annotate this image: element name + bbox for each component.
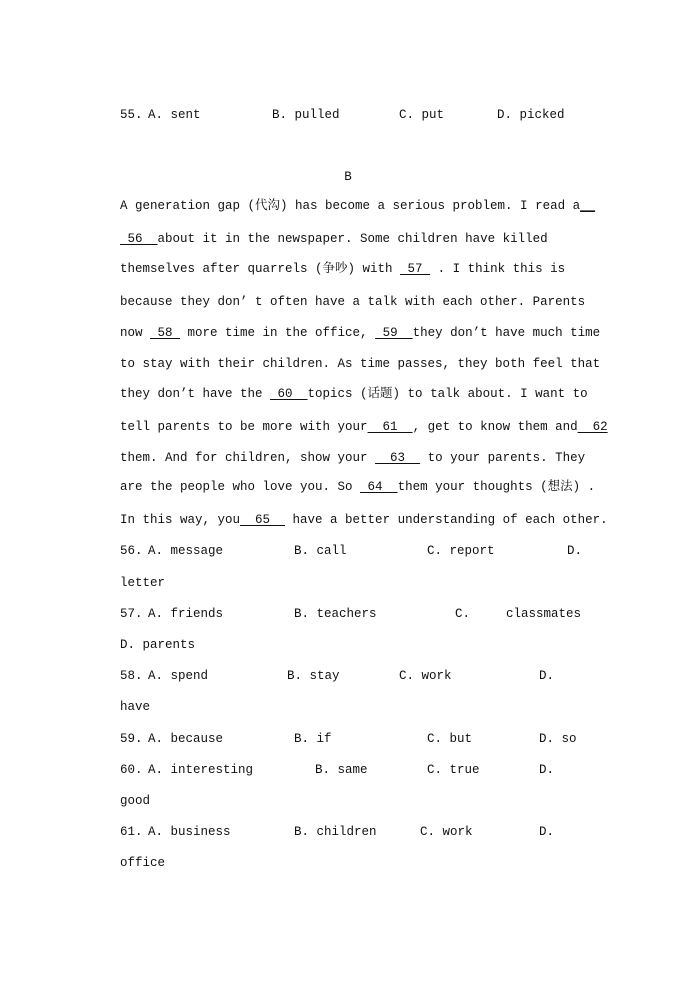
option-d: D. xyxy=(539,763,555,777)
blank-63: 63 xyxy=(375,451,421,465)
option-a: A. sent xyxy=(148,108,201,122)
blank-62: 62 xyxy=(577,420,608,434)
question-number: 60. xyxy=(120,763,143,777)
passage-line: now 58 more time in the office, 59 they don’t have much time xyxy=(120,326,601,340)
blank-58: 58 xyxy=(150,326,181,340)
passage-line: tell parents to be more with your 61 , get to know them and 62 xyxy=(120,420,608,434)
passage-line: In this way, you 65 have a better understanding of each other. xyxy=(120,513,608,527)
section-title: B xyxy=(344,170,352,184)
option-c: C. work xyxy=(399,669,452,683)
question-number: 61. xyxy=(120,825,143,839)
question-number: 59. xyxy=(120,732,143,746)
question-59 xyxy=(120,731,582,747)
passage-line: themselves after quarrels (争吵) with 57 . I think this is xyxy=(120,262,566,276)
blank-65: 65 xyxy=(240,513,286,527)
question-56 xyxy=(120,543,582,559)
option-d: D. picked xyxy=(497,108,565,122)
option-a: A. business xyxy=(148,825,231,839)
passage-line: to stay with their children. As time passes, they both feel that xyxy=(120,357,601,371)
option-a: A. spend xyxy=(148,669,209,683)
option-b: B. call xyxy=(294,544,347,558)
question-56-continued: letter xyxy=(120,576,166,590)
option-c: C. work xyxy=(420,825,473,839)
option-b: B. pulled xyxy=(272,108,340,122)
passage-line: because they don’ t often have a talk with each other. Parents xyxy=(120,295,586,309)
question-58 xyxy=(120,668,582,684)
option-b: B. children xyxy=(294,825,377,839)
blank-60: 60 xyxy=(270,387,308,401)
question-number: 58. xyxy=(120,669,143,683)
option-a: A. because xyxy=(148,732,224,746)
option-d: D. xyxy=(567,544,583,558)
question-57 xyxy=(120,606,582,622)
question-number: 56. xyxy=(120,544,143,558)
option-c: C. but xyxy=(427,732,473,746)
question-number: 57. xyxy=(120,607,143,621)
blank-57: 57 xyxy=(400,262,431,276)
option-c: C. true xyxy=(427,763,480,777)
option-d: D. so xyxy=(539,732,577,746)
passage-line: are the people who love you. So 64 them your thoughts (想法) . xyxy=(120,480,596,494)
question-60-continued: good xyxy=(120,794,151,808)
option-b: B. stay xyxy=(287,669,340,683)
option-a: A. message xyxy=(148,544,224,558)
passage-line: 56 about it in the newspaper. Some children have killed xyxy=(120,232,548,246)
option-b: B. teachers xyxy=(294,607,377,621)
question-58-continued: have xyxy=(120,700,151,714)
question-number: 55. xyxy=(120,108,143,122)
option-c: C. xyxy=(455,607,471,621)
blank-61: 61 xyxy=(367,420,413,434)
option-b: B. same xyxy=(315,763,368,777)
question-57-continued xyxy=(120,637,582,653)
option-b: B. if xyxy=(294,732,332,746)
option-d: D. parents xyxy=(120,638,196,652)
passage-line: A generation gap (代沟) has become a serious problem. I read a__ xyxy=(120,199,596,213)
option-d: D. xyxy=(539,825,555,839)
option-d: D. xyxy=(539,669,555,683)
option-c: C. put xyxy=(399,108,445,122)
option-c: C. report xyxy=(427,544,495,558)
question-61 xyxy=(120,824,582,840)
option-a: A. friends xyxy=(148,607,224,621)
blank-56: 56 xyxy=(120,232,158,246)
question-61-continued: office xyxy=(120,856,166,870)
option-a: A. interesting xyxy=(148,763,254,777)
question-55 xyxy=(120,107,582,123)
option-c-text: classmates xyxy=(506,607,582,621)
blank-64: 64 xyxy=(360,480,398,494)
question-60 xyxy=(120,762,582,778)
passage-line: them. And for children, show your 63 to your parents. They xyxy=(120,451,586,465)
blank-59: 59 xyxy=(375,326,413,340)
passage-line: they don’t have the 60 topics (话题) to talk about. I want to xyxy=(120,387,588,401)
